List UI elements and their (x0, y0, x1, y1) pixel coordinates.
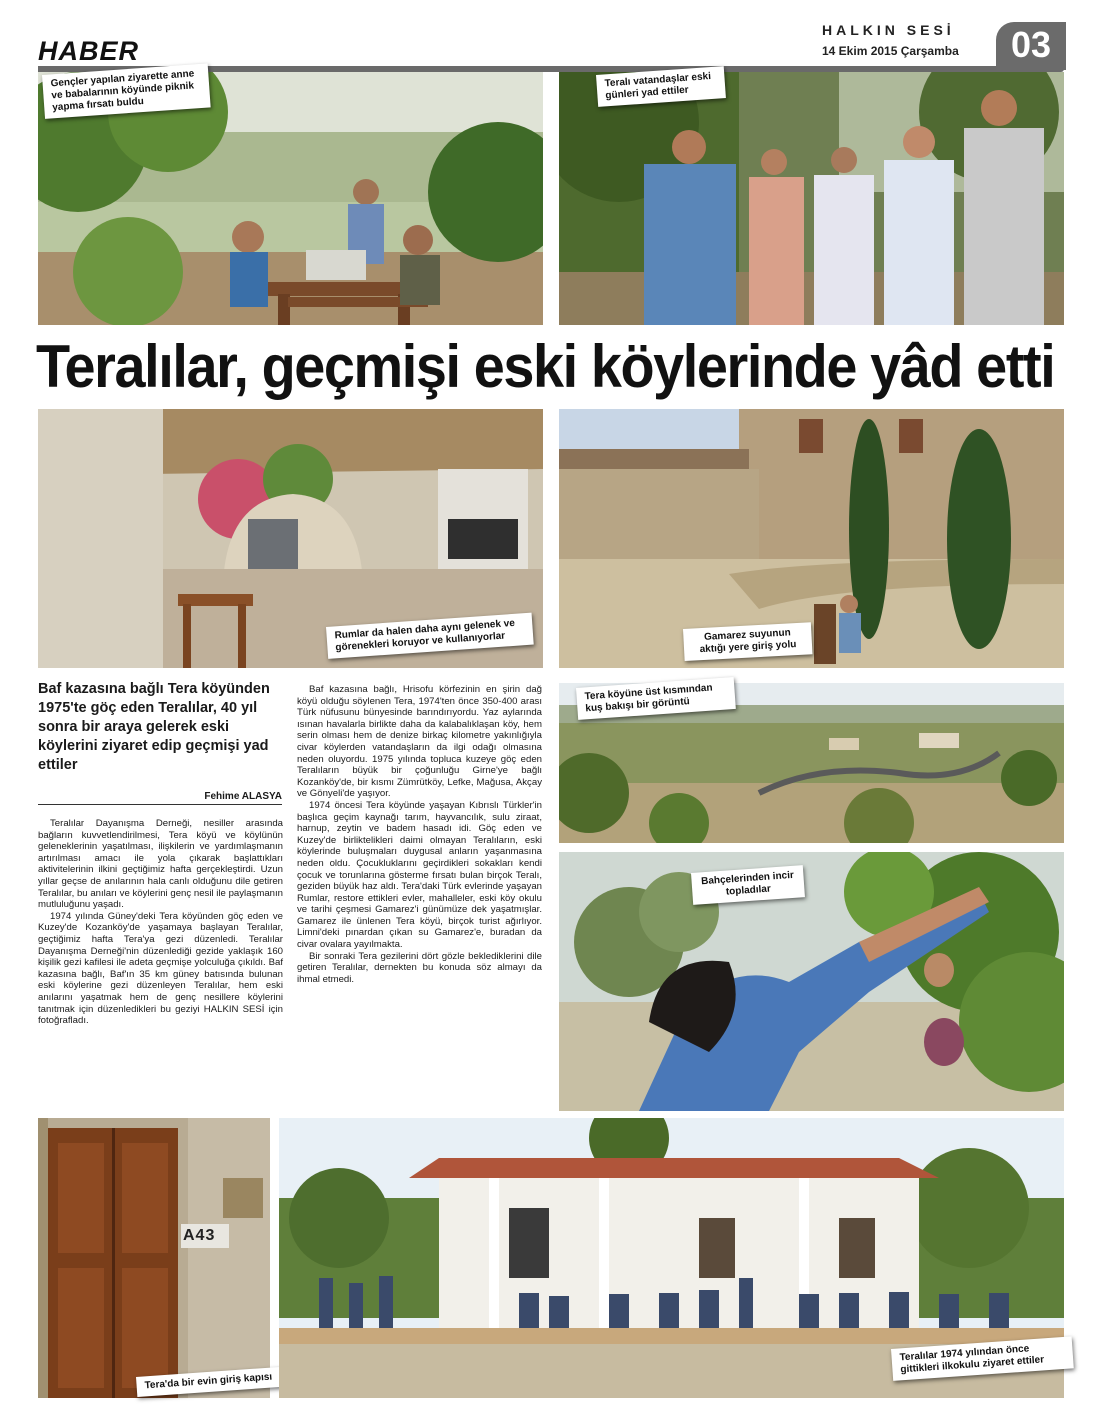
caption-door: Tera'da bir evin giriş kapısı (136, 1367, 283, 1397)
caption-gamarez: Gamarez suyunun aktığı yere giriş yolu (683, 622, 812, 661)
photo-gamarez (559, 409, 1064, 668)
photo-door (38, 1118, 270, 1398)
issue-date: 14 Ekim 2015 Çarşamba (822, 44, 959, 58)
newspaper-name: HALKIN SESİ (822, 22, 955, 38)
photo-fig (559, 852, 1064, 1111)
photo-elders (559, 72, 1064, 325)
byline: Fehime ALASYA (38, 791, 282, 805)
lead-paragraph: Baf kazasına bağlı Tera köyünden 1975'te göç eden Teralılar, 40 yıl sonra bir araya gelerek eski köylerini ziyaret edip geçmişi yad ettiler (38, 681, 270, 773)
headline: Teralılar, geçmişi eski köylerinde yâd etti (36, 333, 1055, 400)
door-number-plate: A43 (183, 1227, 216, 1244)
section-label: HABER (38, 36, 140, 66)
body-paragraph: 1974 yılında Güney'deki Tera köyünden göç eden ve Kuzey'de Kozanköy'de yaşamaya başlayan Teralılar, geçtiğimiz hafta Tera'ya gezi düzenledi. Teralılar Dayanışma Derneği'nin düzenlediği gezide yaklaşık 160 kişilik gezi kafilesi ile adeta geçmişe yolculuğa çıkıldı. Baf kazasına bağlı, Baf'ın 35 km güney batısında bulunan eski köylerine gezi düzenleyen Teralılar, hem eski anılarını yaşatmak hem de genç nesillere köylerini tanıtmak için düzenledikleri bu geziyi HALKIN SESİ için fotoğrafladı. (38, 910, 283, 1027)
caption-picnic: Gençler yapılan ziyarette anne ve babalarının köyünde piknik yapma fırsatı buldu (42, 63, 211, 118)
body-paragraph: Teralılar Dayanışma Derneği, nesiller arasında bağların kuvvetlendirilmesi, Tera köyü ve köylünün geleneklerinin yaşatılması, ilişkilerin ve yardımlaşmanın artırılması amacı ile yola çıkarak başlattıkları aktivitelerinin ilkini geçtiğimiz hafta gerçekleştirdi. Uzun yıllar geçse de anılarının hala canlı olduğunu dile getiren Teralılar, bu anıları ve köylerini genç nesil ile paylaşmanın mutluluğunu yaşadı. (38, 818, 283, 911)
caption-fig: Bahçelerinden incir topladılar (691, 865, 805, 905)
body-paragraph: 1974 öncesi Tera köyünde yaşayan Kıbrıslı Türkler'in başlıca geçim kaynağı tarım, hayvancılık, sulu ziraat, harnup, zeytin ve badem hasadı idi. Göç eden ve Kuzey'de birliktelikleri daimi olmayan Teralıların, eski köylerinde buluşmaları duygusal anların yaşanmasına neden oldu. Çocukluklarını geçirdikleri sokakları kendi çocuk ve torunlarına gösterme fırsatı bulan birçok Teralı, geziden büyük haz aldı. Tera'daki Türk evlerinde yaşayan Rumlar, restore ettikleri evler, mahalleler, eski köy okulu ve tarihi çeşmesi Gamarez'i günümüze dek yaşatmışlar. Gamarez ile ünlenen Tera köyü, birçok turist ağırlıyor. Limni'deki pınardan çıkan su Gamarez'e, buradan da civar ovalara yayılmakta. (297, 799, 542, 951)
body-column-1 (38, 818, 283, 1027)
caption-oven: Rumlar da halen daha aynı gelenek ve görenekleri koruyor ve kullanıyorlar (326, 613, 534, 659)
page-number: 03 (996, 22, 1066, 70)
body-paragraph: Bir sonraki Tera gezilerini dört gözle beklediklerini dile getiren Teralılar, dernekten bu konuda söz almayı da ihmal etmedi. (297, 950, 542, 985)
body-paragraph: Baf kazasına bağlı, Hrisofu körfezinin en şirin dağ köyü olduğu söylenen Tera, 1974'ten önce 350-400 arası Türk nüfusunu bünyesinde barındırıyordu. Yaz aylarında ısınan havalarla birlikte daha da kalabalıklaşan köy, hem serin olması hem de denize birkaç kilometre yakınlığıyla civar köylerden vatandaşların da ilgi odağı olmasına neden oluyordu. 1975 yılında topluca kuzeye göç eden Teralıların büyük bir çoğunluğu Girne'ye bağlı Kozanköy'de, bir kısmı Zümrütköy, Lefke, Mağusa, Akçay ve Gönyeli'de yaşıyor. (297, 684, 542, 800)
caption-aerial: Tera köyüne üst kısmından kuş bakışı bir görüntü (576, 677, 736, 720)
body-column-2 (297, 684, 542, 985)
caption-elders: Teralı vatandaşlar eski günleri yad ettiler (596, 66, 726, 107)
caption-school: Teralılar 1974 yılından önce gittikleri ilkokulu ziyaret ettiler (891, 1336, 1074, 1381)
